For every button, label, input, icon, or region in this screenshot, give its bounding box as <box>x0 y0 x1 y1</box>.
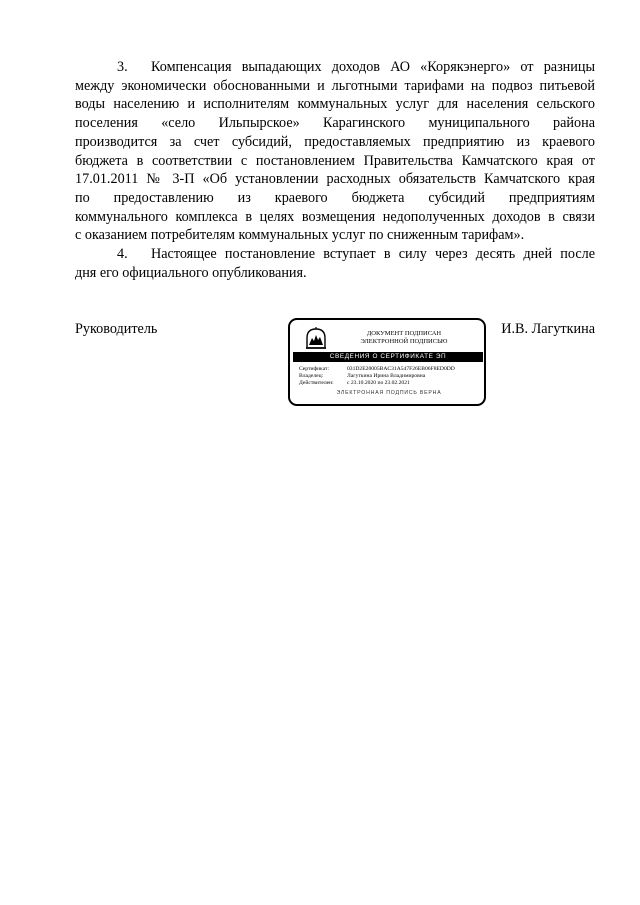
stamp-label-certificate: Сертификат: <box>299 366 330 372</box>
stamp-label-validity: Действителен: <box>299 380 334 387</box>
coat-of-arms-icon <box>303 326 329 352</box>
stamp-header-line-2: ЭЛЕКТРОННОЙ ПОДПИСЬЮ <box>360 338 448 345</box>
stamp-value-certificate: 031D2E20005BAC31A547F26EB06F8ED0DD <box>347 366 455 372</box>
document-body <box>75 58 595 282</box>
paragraph-4-number: 4. <box>117 246 128 263</box>
stamp-details <box>299 366 479 388</box>
paragraph-3-line-3: воды населению и исполнителям коммунальных услуг для населения сельского <box>75 96 595 113</box>
paragraph-3-number: 3. <box>117 59 128 75</box>
paragraph-3-line-9: коммунального комплекса в целях возмещения недополученных доходов в связи <box>75 208 595 225</box>
signatory-name: И.В. Лагуткина <box>501 321 595 337</box>
paragraph-3 <box>75 58 595 245</box>
stamp-header <box>334 330 474 346</box>
paragraph-3-line-4: поселения «село Ильпырское» Карагинского муниципального района <box>75 115 595 132</box>
electronic-signature-stamp <box>288 318 486 406</box>
stamp-row-certificate <box>299 366 479 373</box>
stamp-footer: ЭЛЕКТРОННАЯ ПОДПИСЬ ВЕРНА <box>336 390 442 396</box>
paragraph-3-line-1-text: Компенсация выпадающих доходов АО «Корякэнерго» от разницы <box>151 59 595 75</box>
paragraph-3-line-8: по предоставлению из краевого бюджета субсидий предприятиям <box>75 189 595 206</box>
paragraph-3-line-1 <box>75 58 595 77</box>
signatory-title: Руководитель <box>75 321 158 337</box>
paragraph-4-line-1 <box>75 245 595 264</box>
paragraph-4-line-2: дня его официального опубликования. <box>75 264 307 281</box>
paragraph-3-line-6: бюджета в соответствии с постановлением Правительства Камчатского края от <box>75 152 595 169</box>
stamp-value-owner: Лагуткина Ирина Владимировна <box>347 373 426 380</box>
stamp-certificate-band: СВЕДЕНИЯ О СЕРТИФИКАТЕ ЭП <box>293 352 483 362</box>
stamp-header-line-1: ДОКУМЕНТ ПОДПИСАН <box>366 330 442 337</box>
signature-block <box>75 318 595 408</box>
stamp-row-validity <box>299 380 479 387</box>
paragraph-3-line-7: 17.01.2011 № 3-П «Об установлении расходных обязательств Камчатского края <box>75 171 595 188</box>
stamp-value-validity: с 23.10.2020 по 23.02.2021 <box>347 380 410 387</box>
paragraph-3-line-5: производится за счет субсидий, предоставляемых предприятию из краевого <box>75 133 595 150</box>
paragraph-4-line-1-text: Настоящее постановление вступает в силу через десять дней после <box>151 246 595 263</box>
paragraph-4 <box>75 245 595 282</box>
stamp-label-owner: Владелец: <box>299 373 324 380</box>
paragraph-3-line-2: между экономически обоснованными и льготными тарифами на подвоз питьевой <box>75 77 595 94</box>
paragraph-3-line-10: с оказанием потребителям коммунальных услуг по сниженным тарифам». <box>75 227 525 244</box>
